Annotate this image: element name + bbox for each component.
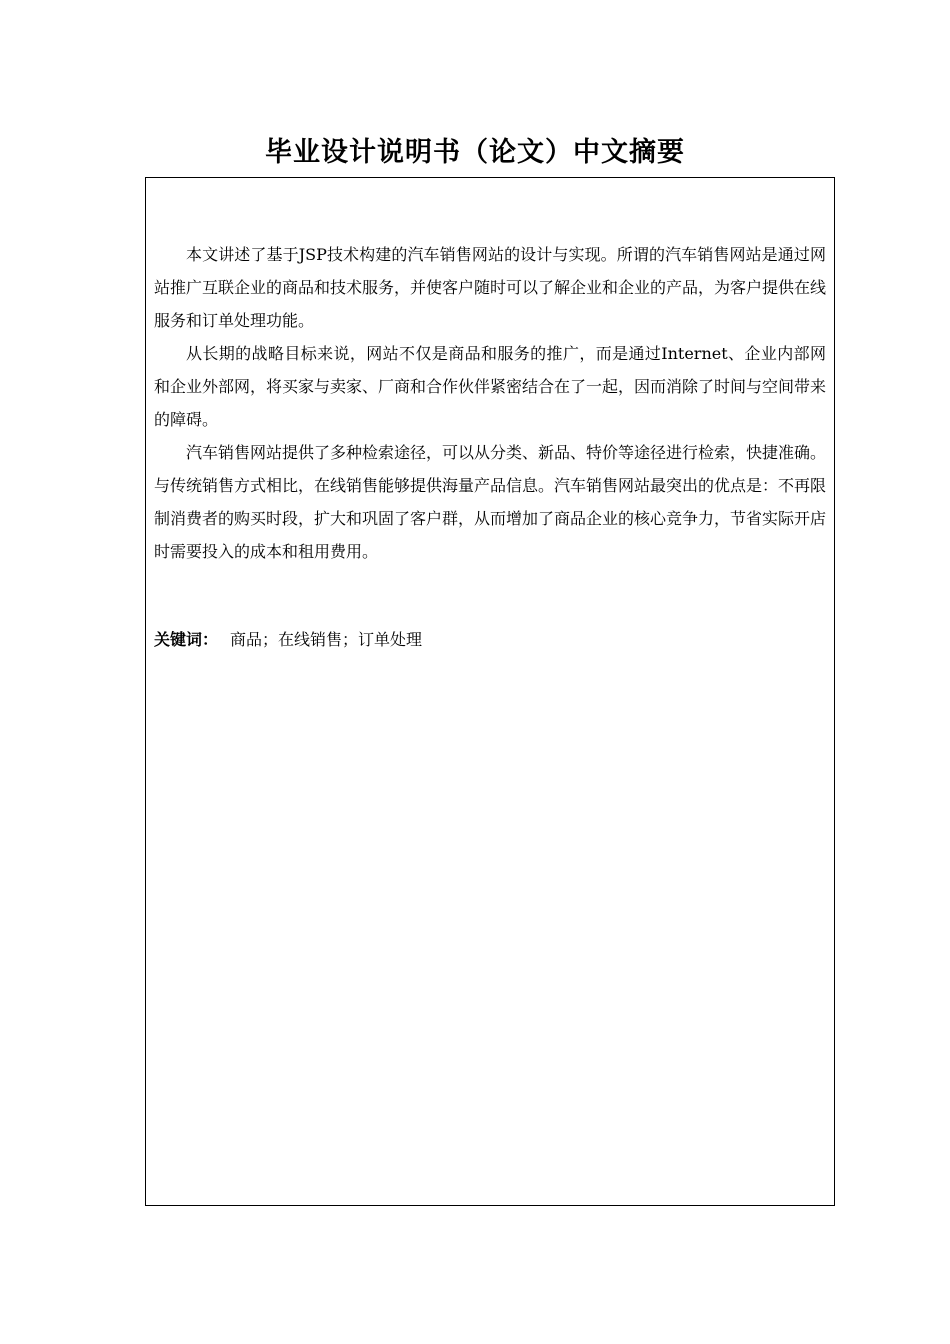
abstract-body (154, 238, 826, 568)
abstract-paragraph-3: 汽车销售网站提供了多种检索途径，可以从分类、新品、特价等途径进行检索，快捷准确。与传统销售方式相比，在线销售能够提供海量产品信息。汽车销售网站最突出的优点是：不再限制消费者的购买时段，扩大和巩固了客户群，从而增加了商品企业的核心竞争力，节省实际开店时需要投入的成本和租用费用。 (154, 443, 827, 561)
keywords-label: 关键词： (154, 630, 219, 649)
abstract-paragraph-2: 从长期的战略目标来说，网站不仅是商品和服务的推广，而是通过Internet、企业内部网和企业外部网，将买家与卖家、厂商和合作伙伴紧密结合在了一起，因而消除了时间与空间带来的障碍。 (154, 344, 827, 429)
abstract-box (145, 177, 835, 1206)
page-title: 毕业设计说明书（论文）中文摘要 (265, 137, 685, 168)
abstract-paragraph-1: 本文讲述了基于JSP技术构建的汽车销售网站的设计与实现。所谓的汽车销售网站是通过网站推广互联企业的商品和技术服务，并使客户随时可以了解企业和企业的产品，为客户提供在线服务和订单处理功能。 (154, 245, 827, 330)
keywords-value: 商品；在线销售；订单处理 (230, 630, 423, 649)
keywords-line (154, 629, 422, 651)
